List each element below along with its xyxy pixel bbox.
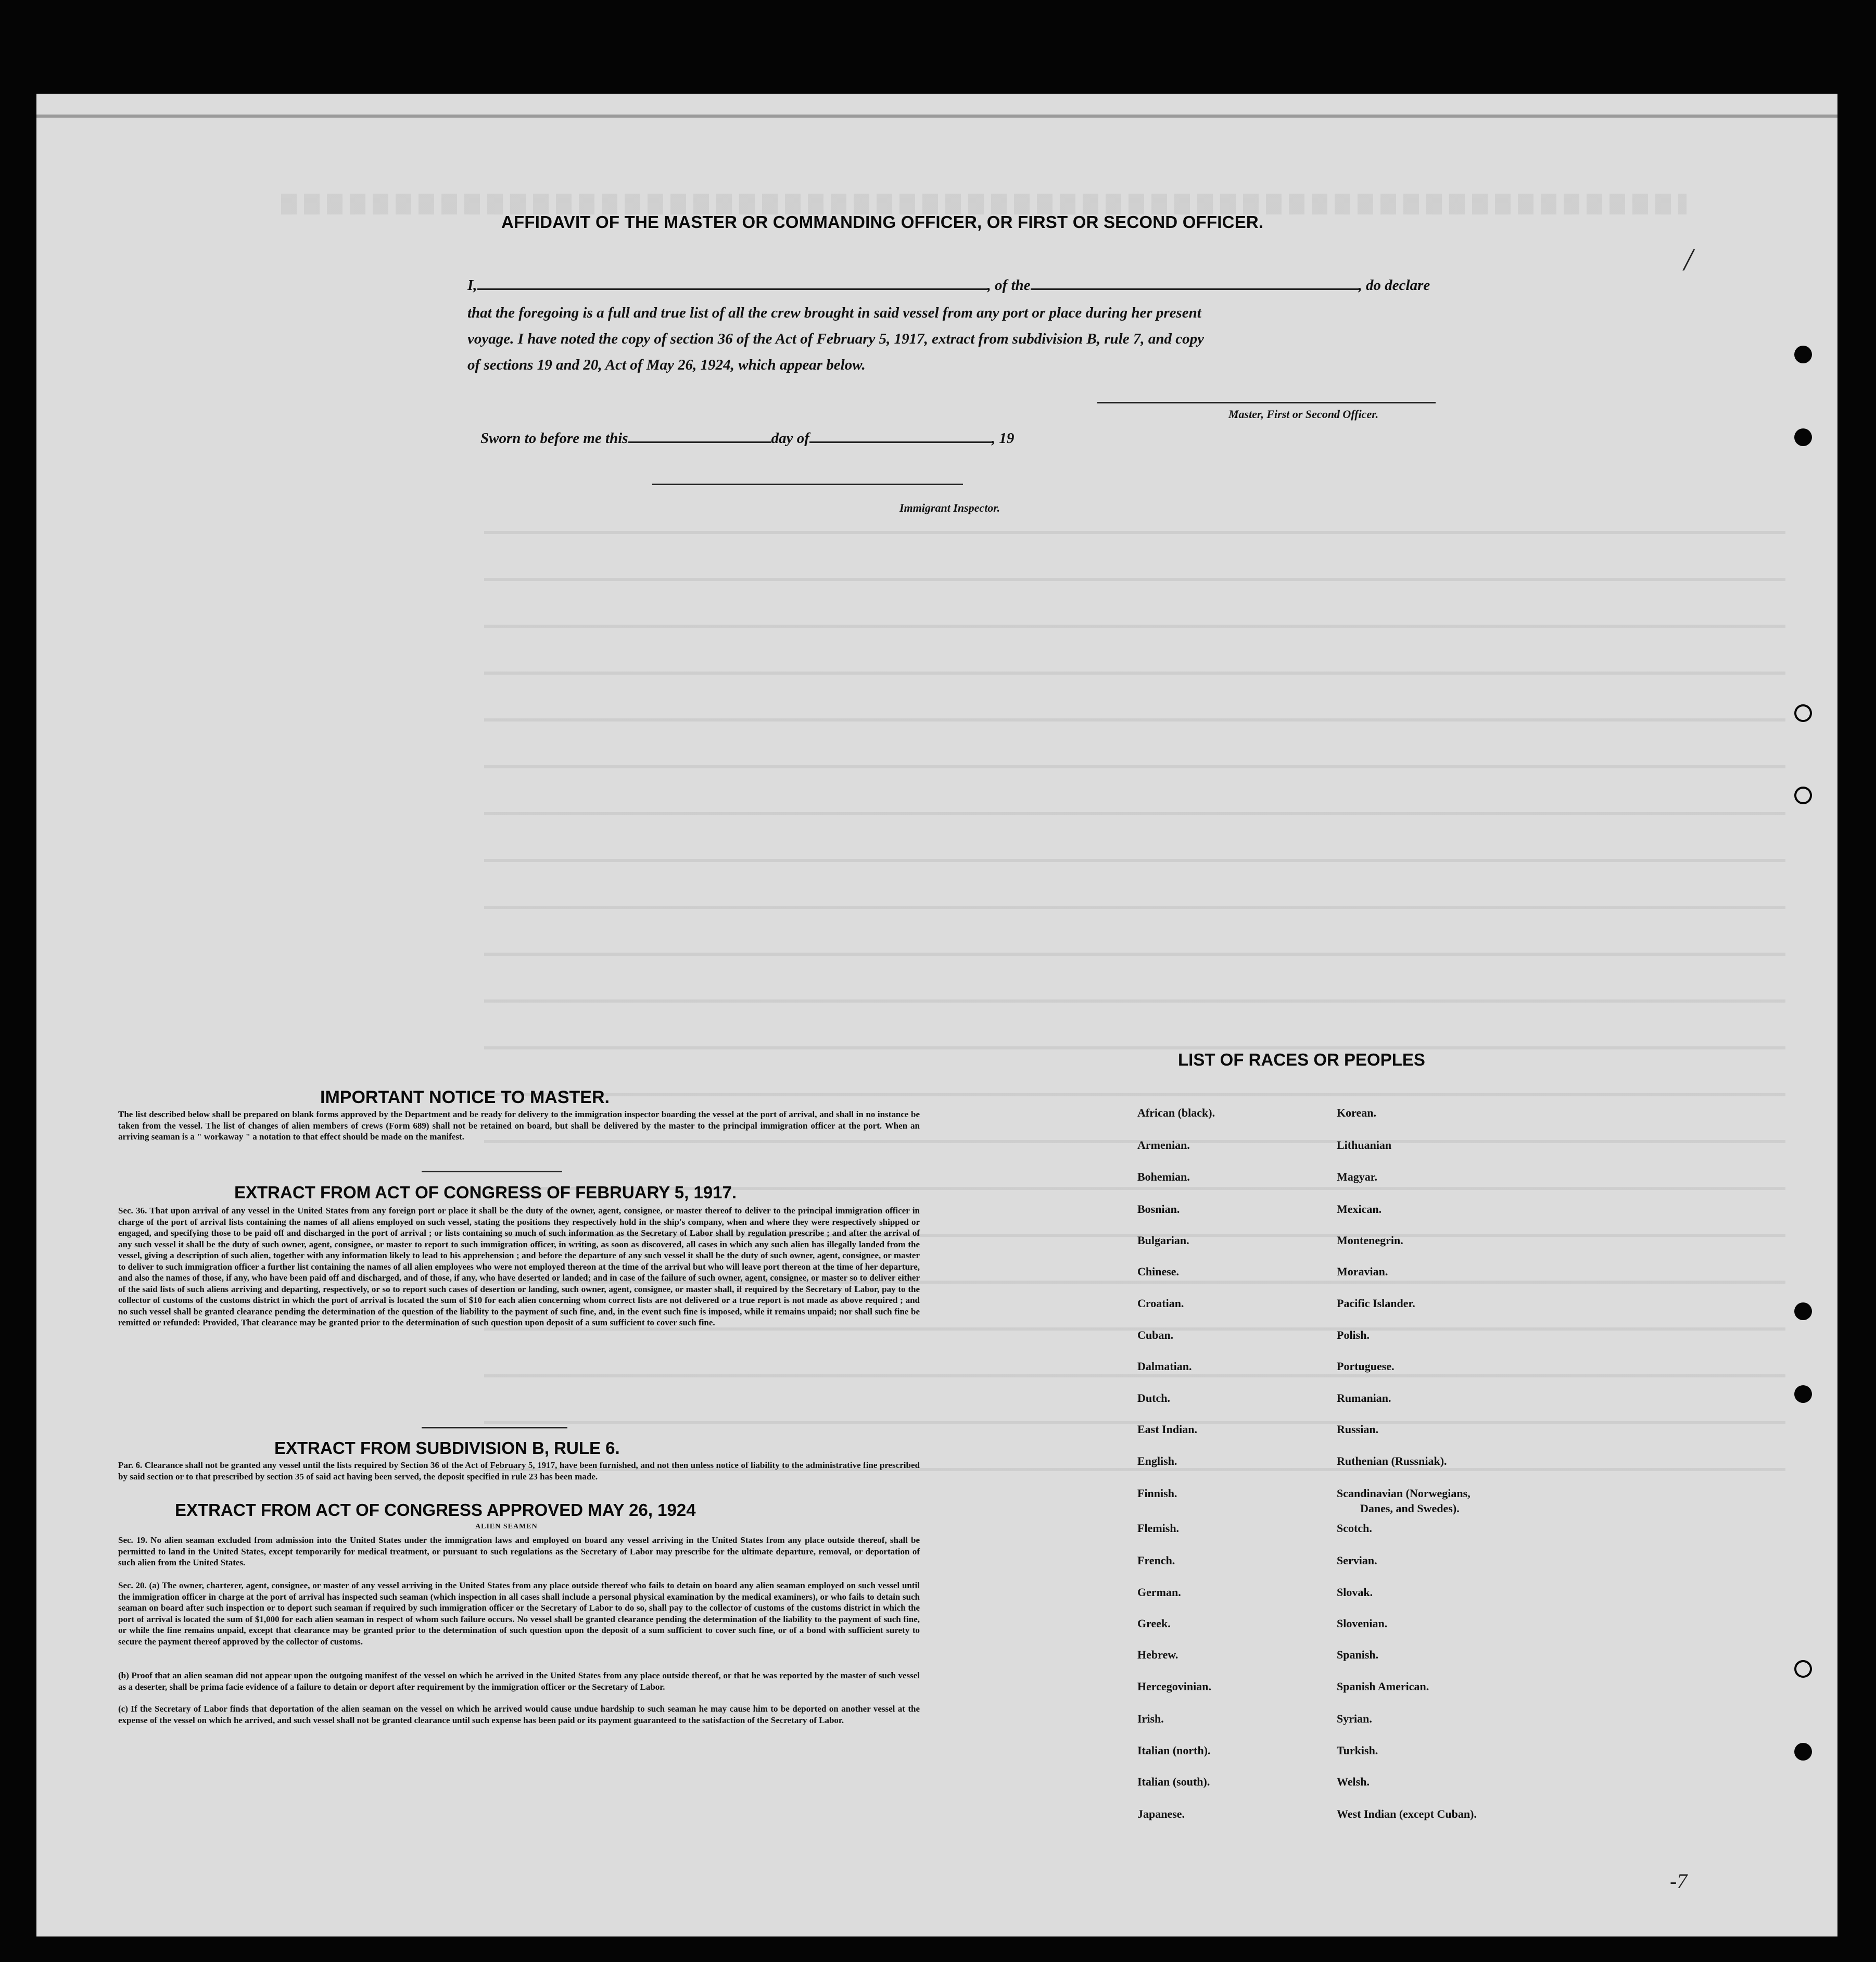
binder-hole	[1794, 1302, 1812, 1320]
race-item: Servian.	[1337, 1554, 1377, 1567]
race-item: Rumanian.	[1337, 1391, 1391, 1404]
document-page	[36, 94, 1837, 1936]
race-item: Bulgarian.	[1137, 1234, 1189, 1247]
race-item: Cuban.	[1137, 1328, 1174, 1341]
race-item: Mexican.	[1337, 1202, 1382, 1216]
race-item: Chinese.	[1137, 1265, 1180, 1278]
inspector-signature-line[interactable]	[652, 484, 963, 485]
affidavit-title: AFFIDAVIT OF THE MASTER OR COMMANDING OFFICER, OR FIRST OR SECOND OFFICER.	[501, 212, 1264, 232]
race-item: Finnish.	[1137, 1487, 1177, 1500]
race-item: East Indian.	[1137, 1423, 1197, 1436]
sec-20a-body: Sec. 20. (a) The owner, charterer, agent, consignee, or master of any vessel arriving in the United States from any place outside thereof who fails to detain on board any alien seaman employed on such vessel until the immigration officer in charge at the port of arrival has inspected such seaman (which inspection in all cases shall include a personal physical examination by the medical examiners), or who fails to detain such seaman on board after such inspection or to deport such seaman if required by such immigration officer or the Secretary of Labor to do so, shall pay to the collector of customs of the customs district in which the port of arrival is located the sum of $1,000 for each alien seaman in respect of whom such failure occurs. No vessel shall be granted clearance pending the determination of the liability to the payment of such fine, or while the fine remains unpaid, except that clearance may be granted prior to the determination of such question upon the deposit of a sum sufficient to cover such fine, or of a bond with sufficient surety to secure the payment thereof approved by the collector of customs.	[118, 1580, 920, 1647]
race-item: Spanish.	[1337, 1648, 1379, 1661]
notice-title: IMPORTANT NOTICE TO MASTER.	[320, 1087, 610, 1107]
binder-hole	[1794, 704, 1812, 722]
extract-1917-divider	[422, 1427, 567, 1428]
inspector-caption: Immigrant Inspector.	[899, 501, 1000, 514]
sec-20c-body: (c) If the Secretary of Labor finds that deportation of the alien seaman on the vessel on which he arrived would cause undue hardship to such seaman he may cause him to be deported on another vessel at the expense of the vessel on which he arrived, and such vessel shall not be granted clearance until such expense has been paid or its payment guaranteed to the satisfaction of the Secretary of Labor.	[118, 1704, 920, 1725]
race-item: West Indian (except Cuban).	[1337, 1807, 1477, 1820]
race-item: African (black).	[1137, 1106, 1215, 1119]
extract-1924-title: EXTRACT FROM ACT OF CONGRESS APPROVED MAY 26, 1924	[175, 1500, 696, 1520]
race-item: Magyar.	[1337, 1170, 1378, 1183]
bottom-right-pen-mark: -7	[1670, 1869, 1688, 1893]
master-name-field[interactable]	[477, 288, 987, 290]
race-item: Lithuanian	[1337, 1138, 1392, 1151]
extract-1917-body: Sec. 36. That upon arrival of any vessel in the United States from any foreign port or place it shall be the duty of the owner, agent, consignee, or master thereof to deliver to the principal immigration officer in charge of the port of arrival lists containing the names of all aliens employed on such vessel, stating the positions they respectively hold in the ship's company, when and where they were respectively shipped or engaged, and specifying those to be paid off and discharged in the port of arrival ; or lists containing so much of such information as the Secretary of Labor shall by regulation prescribe ; and after the arrival of any such vessel it shall be the duty of such owner, agent, consignee, or master to report to such immigration officer, in writing, as soon as discovered, all cases in which any such alien has illegally landed from the vessel, giving a description of such alien, together with any information likely to lead to his apprehension ; and before the departure of any such vessel it shall be the duty of such owner, agent, consignee, or master to deliver to such immigration officer a further list containing the names of all alien employees who were not employed thereon at the time of the arrival but who will leave port thereon at the time of her departure, and also the names of those, if any, who have been paid off and discharged, and of those, if any, who have deserted or landed; and in case of the failure of such owner, agent, consignee, or master so to deliver either of the said lists of such aliens arriving and departing, respectively, or so to report such cases of desertion or landing, such owner, agent, consignee, or master shall, if required by the Secretary of Labor, pay to the collector of customs of the customs district in which the port of arrival is located the sum of $10 for each alien concerning whom correct lists are not delivered or a true report is not made as above required ; and no such vessel shall be granted clearance pending the determination of the question of the liability to the payment of such fine, and, in the event such fine is imposed, while it remains unpaid; nor shall such fine be remitted or refunded: Provided, That clearance may be granted prior to the determination of such question upon deposit of a sum sufficient to cover such fine.	[118, 1206, 920, 1327]
affidavit-line-2: that the foregoing is a full and true list of all the crew brought in said vessel from any port or place during her present	[467, 305, 1201, 321]
sworn-day-field[interactable]	[628, 441, 771, 443]
alien-seamen-subtitle: ALIEN SEAMEN	[475, 1523, 538, 1530]
race-item: Welsh.	[1337, 1775, 1370, 1788]
extract-1917-title: EXTRACT FROM ACT OF CONGRESS OF FEBRUARY 5, 1917.	[234, 1183, 737, 1202]
binder-hole	[1794, 1385, 1812, 1403]
race-item: Polish.	[1337, 1328, 1370, 1341]
race-item: Hebrew.	[1137, 1648, 1178, 1661]
race-item: Italian (north).	[1137, 1744, 1211, 1757]
top-right-pen-mark: /	[1684, 243, 1693, 277]
sec-20b-body: (b) Proof that an alien seaman did not appear upon the outgoing manifest of the vessel on which he arrived in the United States from any place outside thereof, or that he was reported by the master of such vessel as a deserter, shall be prima facie evidence of a failure to detain or deport after requirement by the immigration officer or the Secretary of Labor.	[118, 1670, 920, 1692]
binder-hole	[1794, 428, 1812, 446]
race-item: Ruthenian (Russniak).	[1337, 1454, 1447, 1467]
race-item: Japanese.	[1137, 1807, 1185, 1820]
race-item: English.	[1137, 1454, 1177, 1467]
sworn-label: Sworn to before me this	[480, 430, 628, 447]
race-item: Croatian.	[1137, 1297, 1184, 1310]
race-item: French.	[1137, 1554, 1175, 1567]
binder-hole	[1794, 1660, 1812, 1678]
race-item: Moravian.	[1337, 1265, 1388, 1278]
sec-19-body: Sec. 19. No alien seaman excluded from admission into the United States under the immigration laws and employed on board any vessel arriving in the United States from any place outside thereof, shall be permitted to land in the United States, except temporarily for medical treatment, or pursuant to such regulations as the Secretary of Labor may prescribe for the ultimate departure, removal, or deportation of such alien from the United States.	[118, 1535, 920, 1567]
vessel-name-field[interactable]	[1031, 288, 1359, 290]
race-item-continuation: Danes, and Swedes).	[1360, 1502, 1460, 1515]
notice-divider	[422, 1171, 562, 1172]
master-caption: Master, First or Second Officer.	[1228, 408, 1379, 421]
race-item: Slovak.	[1337, 1586, 1373, 1599]
binder-hole	[1794, 1743, 1812, 1761]
sworn-line	[480, 430, 1014, 447]
race-item: Dalmatian.	[1137, 1360, 1192, 1373]
race-item: Dutch.	[1137, 1391, 1170, 1404]
binder-hole	[1794, 346, 1812, 363]
race-item: Portuguese.	[1337, 1360, 1395, 1373]
race-item: Montenegrin.	[1337, 1234, 1403, 1247]
race-item: Greek.	[1137, 1617, 1171, 1630]
affidavit-i-label: I,	[467, 277, 477, 294]
race-item: German.	[1137, 1586, 1181, 1599]
notice-body: The list described below shall be prepared on blank forms approved by the Department and be ready for delivery to the immigration inspector boarding the vessel at the port of arrival, and shall in no instance be taken from the vessel. The list of changes of alien members of crews (Form 689) shall not be retained on board, but shall be delivered by the master to the principal immigration officer at the port. When an arriving seaman is a " workaway " a notation to that effect should be made on the manifest.	[118, 1109, 920, 1142]
race-item: Irish.	[1137, 1712, 1164, 1725]
race-item: Italian (south).	[1137, 1775, 1210, 1788]
race-item: Scotch.	[1337, 1522, 1372, 1535]
race-item: Pacific Islander.	[1337, 1297, 1415, 1310]
race-item: Korean.	[1337, 1106, 1376, 1119]
race-item: Turkish.	[1337, 1744, 1378, 1757]
rule-6-body: Par. 6. Clearance shall not be granted any vessel until the lists required by Section 36 of the Act of February 5, 1917, have been furnished, and not then unless notice of liability to the administrative fine prescribed by said section or to that prescribed by section 35 of said act having been served, the deposit specified in rule 23 has been made.	[118, 1460, 920, 1482]
race-item: Armenian.	[1137, 1138, 1190, 1151]
affidavit-line-1	[467, 277, 1488, 294]
day-of-label: day of	[771, 430, 809, 447]
affidavit-of-the-label: , of the	[987, 277, 1031, 294]
race-item: Russian.	[1337, 1423, 1379, 1436]
race-item: Spanish American.	[1337, 1680, 1429, 1693]
race-item: Slovenian.	[1337, 1617, 1388, 1630]
master-signature-line[interactable]	[1097, 402, 1436, 403]
affidavit-declare-label: , do declare	[1358, 277, 1430, 294]
race-item: Scandinavian (Norwegians,	[1337, 1487, 1471, 1500]
race-item: Syrian.	[1337, 1712, 1372, 1725]
bleed-through-heading	[281, 194, 1687, 214]
races-title: LIST OF RACES OR PEOPLES	[1178, 1050, 1425, 1069]
page-top-edge	[36, 115, 1837, 118]
affidavit-line-3: voyage. I have noted the copy of section 36 of the Act of February 5, 1917, extract from subdivision B, rule 7, and copy	[467, 331, 1204, 347]
affidavit-line-4: of sections 19 and 20, Act of May 26, 1924, which appear below.	[467, 357, 866, 373]
binder-hole	[1794, 787, 1812, 804]
bleed-through-rows	[484, 510, 1785, 1499]
race-item: Hercegovinian.	[1137, 1680, 1211, 1693]
race-item: Bosnian.	[1137, 1202, 1180, 1216]
rule-6-title: EXTRACT FROM SUBDIVISION B, RULE 6.	[274, 1438, 620, 1458]
year-label: , 19	[991, 430, 1015, 447]
race-item: Flemish.	[1137, 1522, 1180, 1535]
sworn-month-field[interactable]	[809, 441, 992, 443]
race-item: Bohemian.	[1137, 1170, 1190, 1183]
